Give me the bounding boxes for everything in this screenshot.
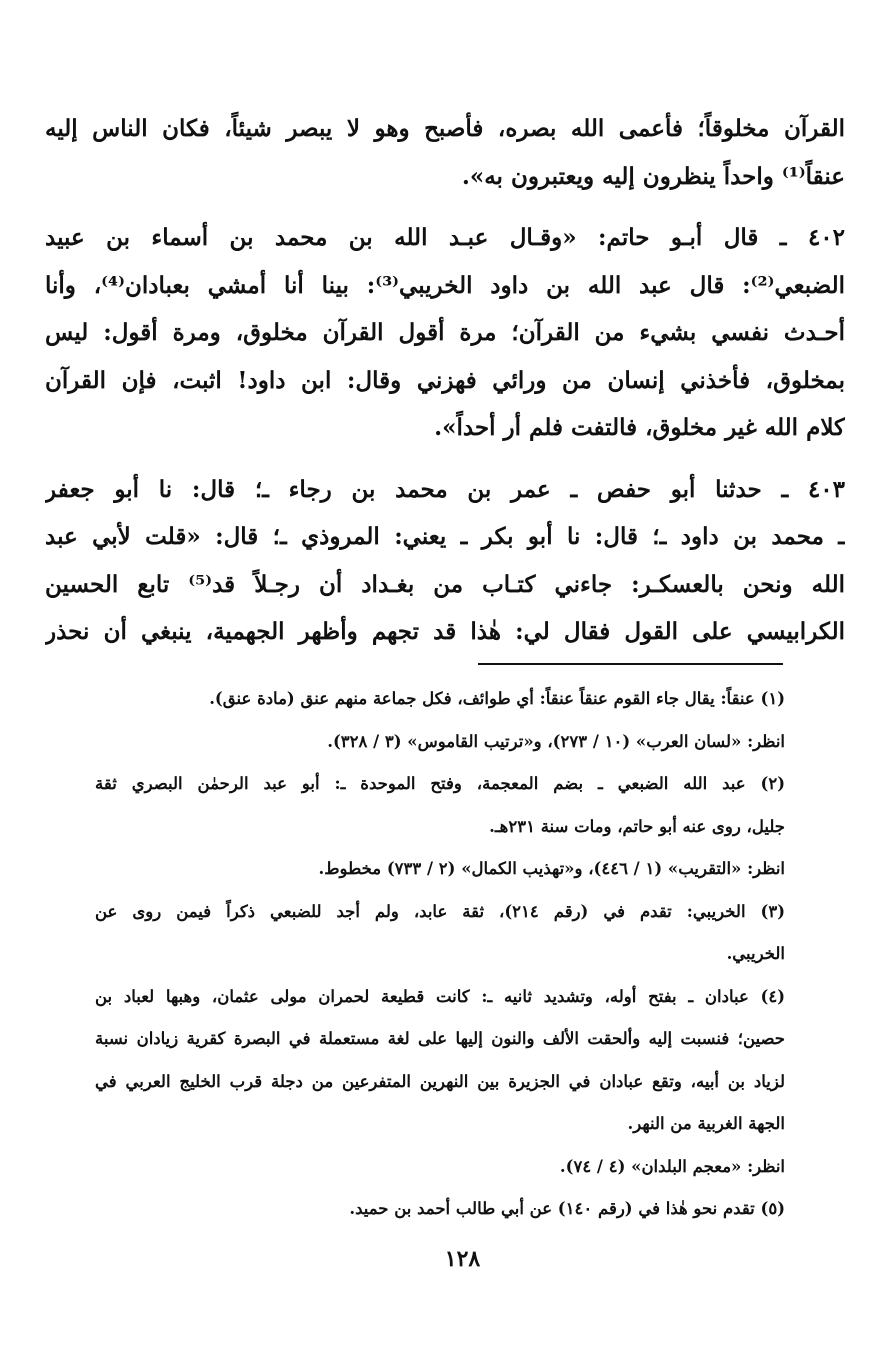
footnotes-block (95, 678, 785, 1231)
footnote-line: جليل، روى عنه أبو حاتم، ومات سنة ٢٣١هـ. (489, 816, 785, 836)
footnote-line: الخريبي. (726, 944, 785, 963)
text-line: القرآن مخلوقاً؛ فأعمى الله بصره، فأصبح وهو لا يبصر شيئاً، فكان الناس إليه (45, 115, 845, 142)
page-number-text: ١٢٨ (444, 1246, 481, 1272)
text-line: بمخلوق، فأخذني إنسان من ورائي فهزني وقال: ابن داود! اثبت، فإن القرآن (45, 366, 845, 394)
footnote-line: (٤) عبادان ـ بفتح أوله، وتشديد ثانيه ـ: كانت قطيعة لحمران مولى عثمان، وهبها لعباد بن (95, 986, 785, 1006)
text-line: كلام الله غير مخلوق، فالتفت فلم أر أحداً». (434, 414, 845, 441)
text-line: أحـدث نفسي بشيء من القرآن؛ مرة أقول القرآن مخلوق، ومرة أقول: ليس (45, 319, 845, 346)
paragraph-gap (45, 200, 845, 214)
footnote-line: حصين؛ فنسبت إليه وألحقت الألف والنون إليها على لغة مستعملة في البصرة كقرية زيادان نسبة (95, 1029, 785, 1048)
page-number (0, 1246, 885, 1272)
text-line: ٤٠٢ ـ قال أبـو حاتم: «وقـال عبـد الله بن محمد بن أسماء بن عبيد (45, 224, 845, 251)
footnote-separator (478, 663, 783, 665)
footnote-line: (١) عنقاً: يقال جاء القوم عنقاً عنقاً: أي طوائف، فكل جماعة منهم عنق (مادة عنق). (209, 689, 785, 708)
footnote-line: (٢) عبد الله الضبعي ـ بضم المعجمة، وفتح الموحدة ـ: أبو عبد الرحمٰن البصري ثقة (95, 774, 785, 793)
footnote-line: الجهة الغربية من النهر. (627, 1114, 785, 1133)
footnote-line: (٣) الخريبي: تقدم في (رقم ٢١٤)، ثقة عابد، ولم أجد للضبعي ذكراً فيمن روى عن (95, 901, 785, 921)
footnote-line: انظر: «معجم البلدان» (٤ / ٧٤). (559, 1156, 785, 1176)
text-line: ٤٠٣ ـ حدثنا أبو حفص ـ عمر بن محمد بن رجاء ـ؛ قال: نا أبو جعفر (45, 475, 845, 503)
footnote-line: انظر: «لسان العرب» (١٠ / ٢٧٣)، و«ترتيب القاموس» (٣ / ٣٢٨). (327, 731, 785, 751)
text-line: الكرابيسي على القول فقال لي: هٰذا قد تجهم وأظهر الجهمية، ينبغي أن نحذر (45, 618, 845, 645)
footnote-line: انظر: «التقريب» (١ / ٤٤٦)، و«تهذيب الكمال» (٢ / ٧٣٣) مخطوط. (318, 859, 785, 878)
text-line: عنقاً⁽¹⁾ واحداً ينظرون إليه ويعتبرون به». (461, 162, 845, 190)
paragraph-gap (45, 452, 845, 466)
text-line: ـ محمد بن داود ـ؛ قال: نا أبو بكر ـ يعني: المروذي ـ؛ قال: «قلت لأبي عبد (45, 523, 845, 550)
footnote-line: (٥) تقدم نحو هٰذا في (رقم ١٤٠) عن أبي طالب أحمد بن حميد. (349, 1199, 785, 1218)
main-text-block (45, 105, 845, 656)
text-line: الله ونحن بالعسكـر: جاءني كتـاب من بغـداد أن رجـلاً قد⁽⁵⁾ تابع الحسين (45, 570, 845, 598)
footnote-line: لزياد بن أبيه، وتقع عبادان في الجزيرة بين النهرين المتفرعين من دجلة قرب الخليج العربي في (95, 1071, 785, 1091)
text-line: الضبعي⁽²⁾: قال عبد الله بن داود الخريبي⁽³⁾: بينا أنا أمشي بعبادان⁽⁴⁾، وأنا (45, 271, 845, 299)
